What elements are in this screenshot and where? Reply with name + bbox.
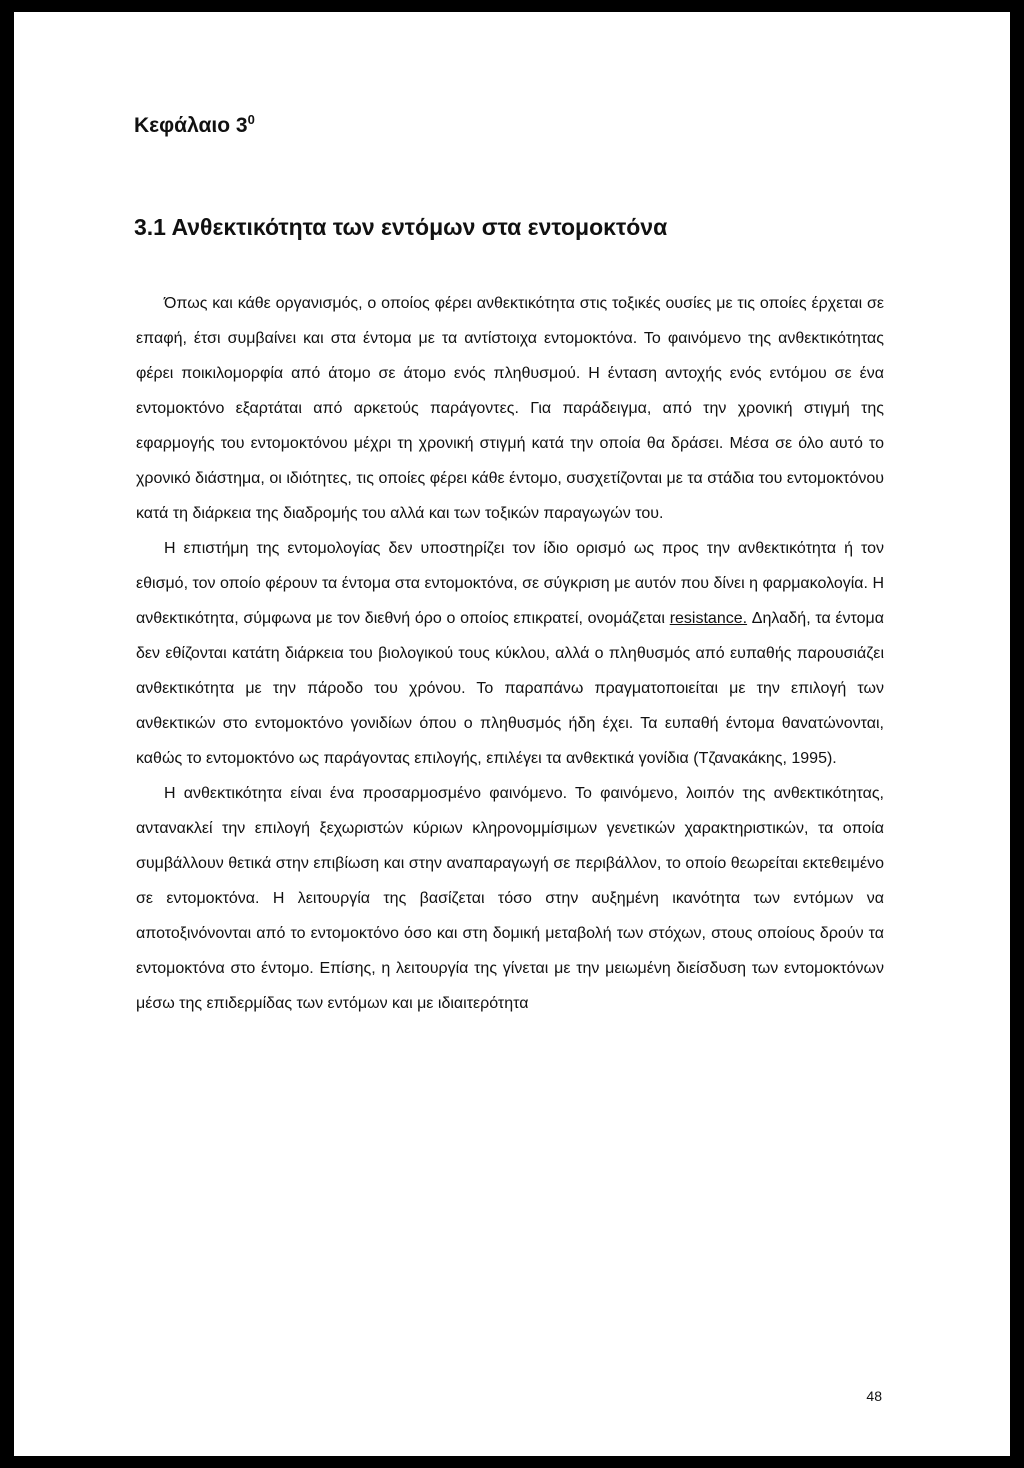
page-number: 48 [866,1388,882,1404]
body-text [136,286,884,1021]
document-page [14,12,1010,1456]
paragraph-3: Η ανθεκτικότητα είναι ένα προσαρμοσμένο φαινόμενο. Το φαινόμενο, λοιπόν της ανθεκτικότητας, αντανακλεί την επιλογή ξεχωριστών κύριων κληρονομμίσιμων γενετικών χαρακτηριστικών, τα οποία συμβάλλουν θετικά στην επιβίωση και στην αναπαραγωγή σε περιβάλλον, το οποίο θεωρείται εκτεθειμένο σε εντομοκτόνα. Η λειτουργία της βασίζεται τόσο στην αυξημένη ικανότητα των εντόμων να αποτοξινόνονται από το εντομοκτόνο όσο και στη δομική μεταβολή των στόχων, στους οποίους δρούν τα εντομοκτόνα στο έντομο. Επίσης, η λειτουργία της γίνεται με την μειωμένη διείσδυση των εντομοκτόνων μέσω της επιδερμίδας των εντόμων και με ιδιαιτερότητα [136,785,884,1012]
resistance-term: resistance. [669,610,748,627]
chapter-superscript: 0 [247,112,255,127]
chapter-heading [134,112,255,138]
section-title: 3.1 Ανθεκτικότητα των εντόμων στα εντομοκτόνα [134,214,668,240]
paragraph-2-text-start: Η επιστήμη της εντομολογίας δεν υποστηρίζει τον ίδιο ορισμό ως προς την ανθεκτικότητα ή τον εθισμό, τον οποίο φέρουν τα έντομα στα εντομοκτόνα, σε σύγκριση με αυτόν που δίνει η φαρμακολογία. Η ανθεκτικότητα, σύμφωνα με τον διεθνή όρο ο οποίος επικρατεί, ονομάζεται [136,540,884,627]
chapter-label: Κεφάλαιο 3 [134,114,248,137]
paragraph-2 [136,531,884,776]
paragraph-1: Όπως και κάθε οργανισμός, ο οποίος φέρει ανθεκτικότητα στις τοξικές ουσίες με τις οποίες έρχεται σε επαφή, έτσι συμβαίνει και στα έντομα με τα αντίστοιχα εντομοκτόνα. Το φαινόμενο της ανθεκτικότητας φέρει ποικιλομορφία από άτομο σε άτομο ενός πληθυσμού. Η ένταση αντοχής ενός εντόμου σε ένα εντομοκτόνο εξαρτάται από αρκετούς παράγοντες. Για παράδειγμα, από την χρονική στιγμή της εφαρμογής του εντομοκτόνου μέχρι τη χρονική στιγμή κατά την οποία θα δράσει. Μέσα σε όλο αυτό το χρονικό διάστημα, οι ιδιότητες, τις οποίες φέρει κάθε έντομο, συσχετίζονται με τα στάδια του εντομοκτόνου κατά τη διάρκεια της διαδρομής του αλλά και των τοξικών παραγωγών του. [136,295,884,522]
paragraph-2-text-end: Δηλαδή, τα έντομα δεν εθίζονται κατάτη διάρκεια του βιολογικού τους κύκλου, αλλά ο πληθυσμός από ευπαθής παρουσιάζει ανθεκτικότητα με την πάροδο του χρόνου. Το παραπάνω πραγματοποιείται με την επιλογή των ανθεκτικών στο εντομοκτόνο γονιδίων όπου ο πληθυσμός ήδη έχει. Τα ευπαθή έντομα θανατώνονται, καθώς το εντομοκτόνο ως παράγοντας επιλογής, επιλέγει τα ανθεκτικά γονίδια (Τζανακάκης, 1995). [136,610,884,767]
